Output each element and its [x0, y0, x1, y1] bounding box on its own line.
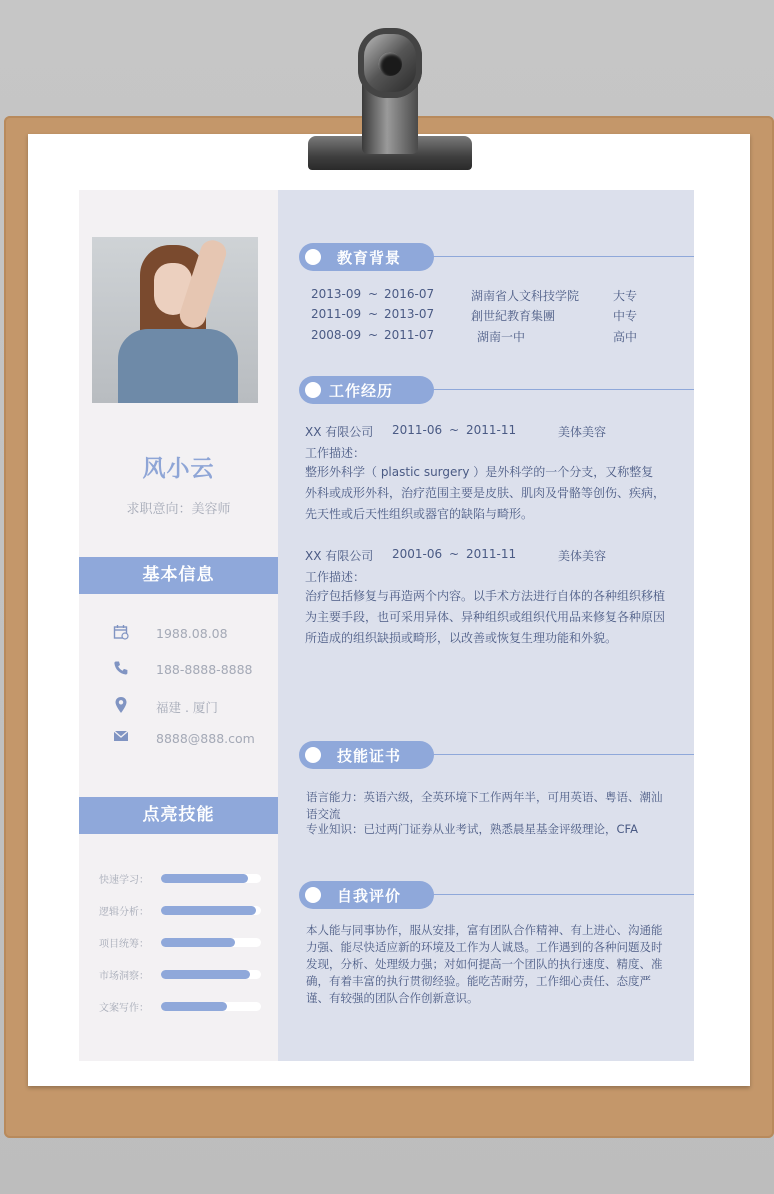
section-rule	[419, 754, 694, 755]
skill-track	[161, 938, 261, 947]
skill-fill	[161, 906, 256, 915]
skill-fill	[161, 1002, 227, 1011]
job-desc-label: 工作描述：	[305, 446, 366, 460]
job-intent: 求职意向：美容师	[126, 502, 231, 517]
edu-degree: 大专	[613, 289, 638, 303]
candidate-name: 风小云	[142, 456, 215, 482]
job-desc: 整形外科学（ plastic surgery ）是外科学的一个分支，又称整复外科或成形外科，治疗范围主要是皮肤、肌肉及骨骼等创伤、疾病，先天性或后天性组织或器官的缺陷与畸形。	[305, 465, 666, 521]
job-position: 美体美容	[558, 549, 607, 563]
skill-row	[99, 871, 264, 887]
section-rule	[419, 389, 694, 390]
job-position: 美体美容	[558, 425, 607, 439]
skill-fill	[161, 938, 235, 947]
edu-degree: 中专	[613, 309, 638, 323]
edu-end: 2013-07	[384, 307, 435, 321]
section-dot	[305, 747, 321, 763]
job-desc-label: 工作描述：	[305, 570, 366, 584]
certs-section-header	[299, 741, 694, 769]
education-section-header	[299, 243, 694, 271]
self-eval-section-header	[299, 881, 694, 909]
job-end: 2011-11	[466, 547, 517, 561]
section-dot	[305, 382, 321, 398]
section-title: 工作经历	[329, 382, 394, 400]
job-company: XX 有限公司	[305, 425, 374, 439]
skill-row	[99, 903, 264, 919]
location-value: 福建 . 厦门	[156, 700, 218, 715]
phone-value: 188-8888-8888	[156, 662, 253, 677]
section-title: 技能证书	[337, 747, 402, 765]
edu-sep: ~	[368, 328, 379, 342]
cert-professional: 专业知识：已过两门证券从业考试，熟悉晨星基金评级理论，CFA	[306, 822, 638, 836]
work-section-header	[299, 376, 694, 404]
edu-school: 湖南一中	[477, 330, 526, 344]
section-title: 教育背景	[337, 249, 402, 267]
phone-icon	[112, 660, 130, 678]
skill-fill	[161, 970, 250, 979]
skill-label: 快速学习：	[99, 875, 149, 886]
skill-label: 文案写作：	[99, 1003, 149, 1014]
basic-info-heading: 基本信息	[79, 557, 278, 594]
edu-end: 2011-07	[384, 328, 435, 342]
profile-photo	[92, 237, 258, 403]
job-end: 2011-11	[466, 423, 517, 437]
section-rule	[419, 894, 694, 895]
edu-sep: ~	[368, 307, 379, 321]
edu-end: 2016-07	[384, 287, 435, 301]
skill-track	[161, 906, 261, 915]
self-eval-text: 本人能与同事协作，服从安排，富有团队合作精神、有上进心、沟通能力强、能尽快适应新的环境及工作为人诚恳。工作遇到的各种问题及时发现，分析、处理级力强；对如何提高一个团队的执行速度、精度、准确，有着丰富的执行贯彻经验。能吃苦耐劳，工作细心责任、态度严谨、有较强的团队合作创新意识。	[306, 923, 663, 1005]
job-start: 2011-06	[392, 423, 443, 437]
edu-school: 創世紀教育集團	[471, 309, 556, 323]
calendar-icon	[112, 624, 130, 642]
binder-clip	[300, 26, 480, 176]
skill-row	[99, 999, 264, 1015]
job-sep: ~	[449, 547, 460, 561]
section-title: 自我评价	[337, 887, 402, 905]
edu-start: 2013-09	[311, 287, 362, 301]
cert-language: 语言能力：英语六级，全英环境下工作两年半，可用英语、粤语、潮汕语交流	[306, 790, 663, 821]
job-sep: ~	[449, 423, 460, 437]
birthday-value: 1988.08.08	[156, 626, 228, 641]
edu-start: 2008-09	[311, 328, 362, 342]
skill-track	[161, 970, 261, 979]
skill-row	[99, 967, 264, 983]
edu-school: 湖南省人文科技学院	[471, 289, 580, 303]
skill-fill	[161, 874, 248, 883]
job-start: 2001-06	[392, 547, 443, 561]
mail-icon	[112, 729, 130, 747]
section-dot	[305, 887, 321, 903]
section-rule	[419, 256, 694, 257]
email-value: 8888@888.com	[156, 731, 255, 746]
clip-hole	[378, 52, 402, 76]
skill-row	[99, 935, 264, 951]
job-desc: 治疗包括修复与再造两个内容。以手术方法进行自体的各种组织移植为主要手段，也可采用异体、异种组织或组织代用品来修复各种原因所造成的组织缺损或畸形，以改善或恢复生理功能和外貌。	[305, 589, 666, 645]
skill-label: 项目统筹：	[99, 939, 149, 950]
photo-shirt	[118, 329, 238, 403]
skills-heading: 点亮技能	[79, 797, 278, 834]
skill-track	[161, 1002, 261, 1011]
edu-degree: 高中	[613, 330, 638, 344]
skill-label: 逻辑分析：	[99, 907, 149, 918]
location-icon	[112, 696, 130, 714]
section-dot	[305, 249, 321, 265]
edu-start: 2011-09	[311, 307, 362, 321]
skill-label: 市场洞察：	[99, 971, 149, 982]
job-company: XX 有限公司	[305, 549, 374, 563]
edu-sep: ~	[368, 287, 379, 301]
skill-track	[161, 874, 261, 883]
